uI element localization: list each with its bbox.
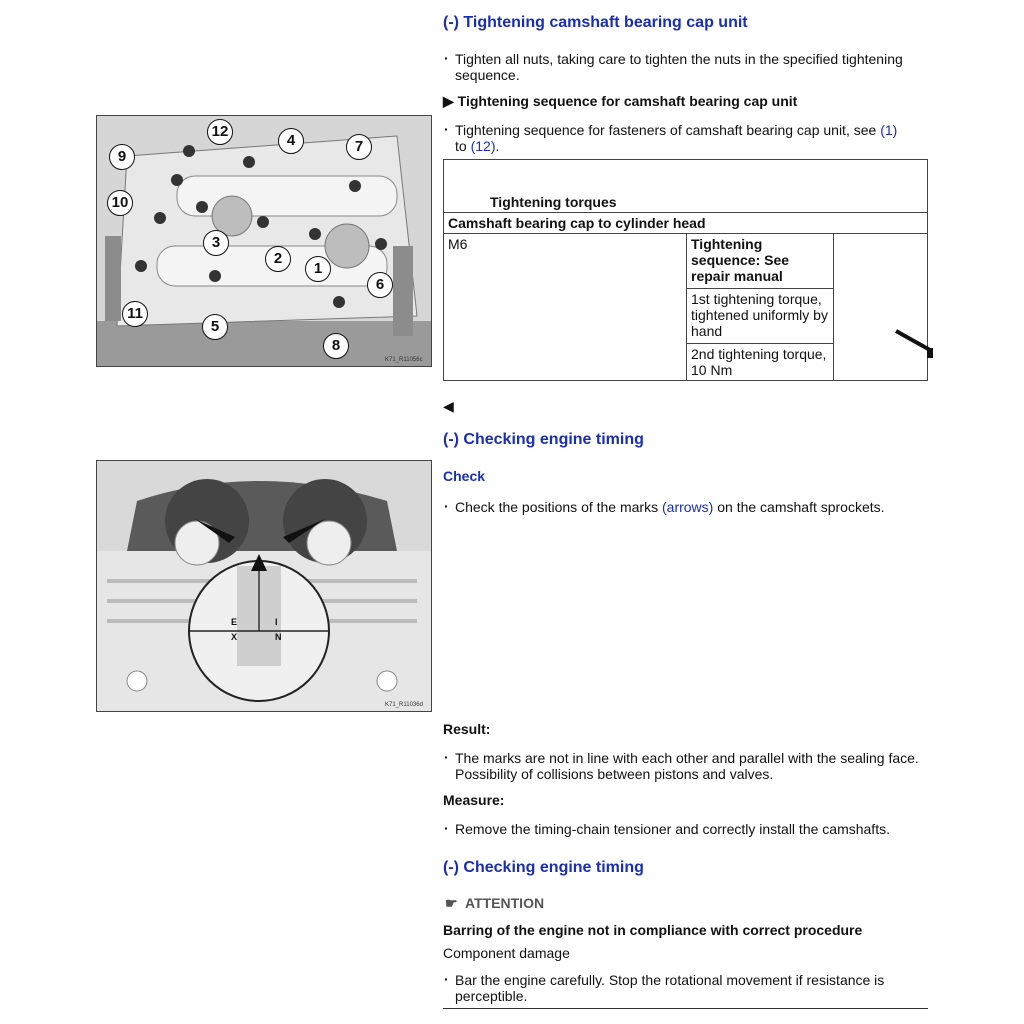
bottom-divider: [443, 1008, 928, 1009]
subheading-sequence: ▶ Tightening sequence for camshaft bearing cap unit: [443, 93, 798, 109]
check-label: Check: [443, 468, 486, 484]
bullet-result: · The marks are not in line with each other and parallel with the sealing face. Possibility of collisions between pistons and valves.: [444, 750, 945, 782]
callout-9: 9: [109, 144, 135, 170]
link-arrows[interactable]: (arrows): [662, 499, 714, 515]
torque-table-row-header: Camshaft bearing cap to cylinder head: [444, 213, 928, 234]
hand-pointer-icon: ☛: [445, 895, 458, 911]
torque-table-title: Tightening torques: [490, 194, 617, 210]
callout-12: 12: [207, 119, 233, 145]
label-e: E: [231, 617, 238, 627]
figure-timing-marks: [96, 460, 432, 712]
callout-5: 5: [202, 314, 228, 340]
torque-table-step3: 2nd tightening torque, 10 Nm: [687, 344, 834, 381]
bullet-measure: · Remove the timing-chain tensioner and correctly install the camshafts.: [444, 821, 945, 837]
torque-table-title-cell: [444, 160, 928, 213]
torque-wrench-icon: [894, 328, 938, 358]
attention-block: [445, 895, 544, 912]
timing-marks-drawing: [97, 461, 431, 711]
bullet-sequence-mid: to: [455, 138, 471, 154]
warning-sub: Component damage: [443, 945, 570, 961]
warning-title: Barring of the engine not in compliance with correct procedure: [443, 922, 863, 938]
bullet-sequence-end: .: [495, 138, 500, 154]
figure-bearing-cap: [96, 115, 432, 367]
label-i: I: [275, 617, 278, 627]
bullet-check-suffix: on the camshaft sprockets.: [713, 499, 885, 515]
callout-6: 6: [367, 272, 393, 298]
bullet-sequence: [444, 122, 945, 154]
torque-table-thread: M6: [444, 234, 687, 381]
torque-table-step1: Tightening sequence: See repair manual: [687, 234, 834, 289]
callout-1: 1: [305, 256, 331, 282]
attention-label: ATTENTION: [465, 895, 545, 911]
bullet-tighten-nuts: · Tighten all nuts, taking care to tighten the nuts in the specified tightening sequence.: [444, 51, 945, 83]
figure-code: K71_R11056c: [385, 357, 423, 363]
bullet-check-marks: [444, 499, 945, 515]
link-fastener-1[interactable]: (1): [880, 122, 898, 138]
callout-2: 2: [265, 246, 291, 272]
bullet-bar-engine: · Bar the engine carefully. Stop the rotational movement if resistance is perceptible.: [444, 972, 925, 1004]
measure-label: Measure:: [443, 792, 505, 808]
section-heading-timing: (-) Checking engine timing: [443, 431, 644, 448]
callout-7: 7: [346, 134, 372, 160]
label-n: N: [275, 632, 282, 642]
label-x: X: [231, 632, 238, 642]
section-heading-timing-2: (-) Checking engine timing: [443, 859, 644, 876]
callout-10: 10: [107, 190, 133, 216]
bullet-sequence-text: Tightening sequence for fasteners of camshaft bearing cap unit, see: [455, 122, 881, 138]
section-heading-tightening: (-) Tightening camshaft bearing cap unit: [443, 14, 748, 31]
link-fastener-12[interactable]: (12): [470, 138, 496, 154]
callout-3: 3: [203, 230, 229, 256]
torque-table-blank: [834, 234, 928, 381]
torque-table: [443, 159, 928, 381]
figure-code-2: K71_R11036d: [385, 702, 423, 708]
callout-11: 11: [122, 301, 148, 327]
callout-4: 4: [278, 128, 304, 154]
result-label: Result:: [443, 721, 491, 737]
callout-8: 8: [323, 333, 349, 359]
torque-table-step2: 1st tightening torque, tightened uniformly by hand: [687, 289, 834, 344]
bullet-check-text: Check the positions of the marks: [455, 499, 662, 515]
end-marker: ◀: [443, 398, 454, 414]
bearing-cap-drawing: [97, 116, 431, 366]
